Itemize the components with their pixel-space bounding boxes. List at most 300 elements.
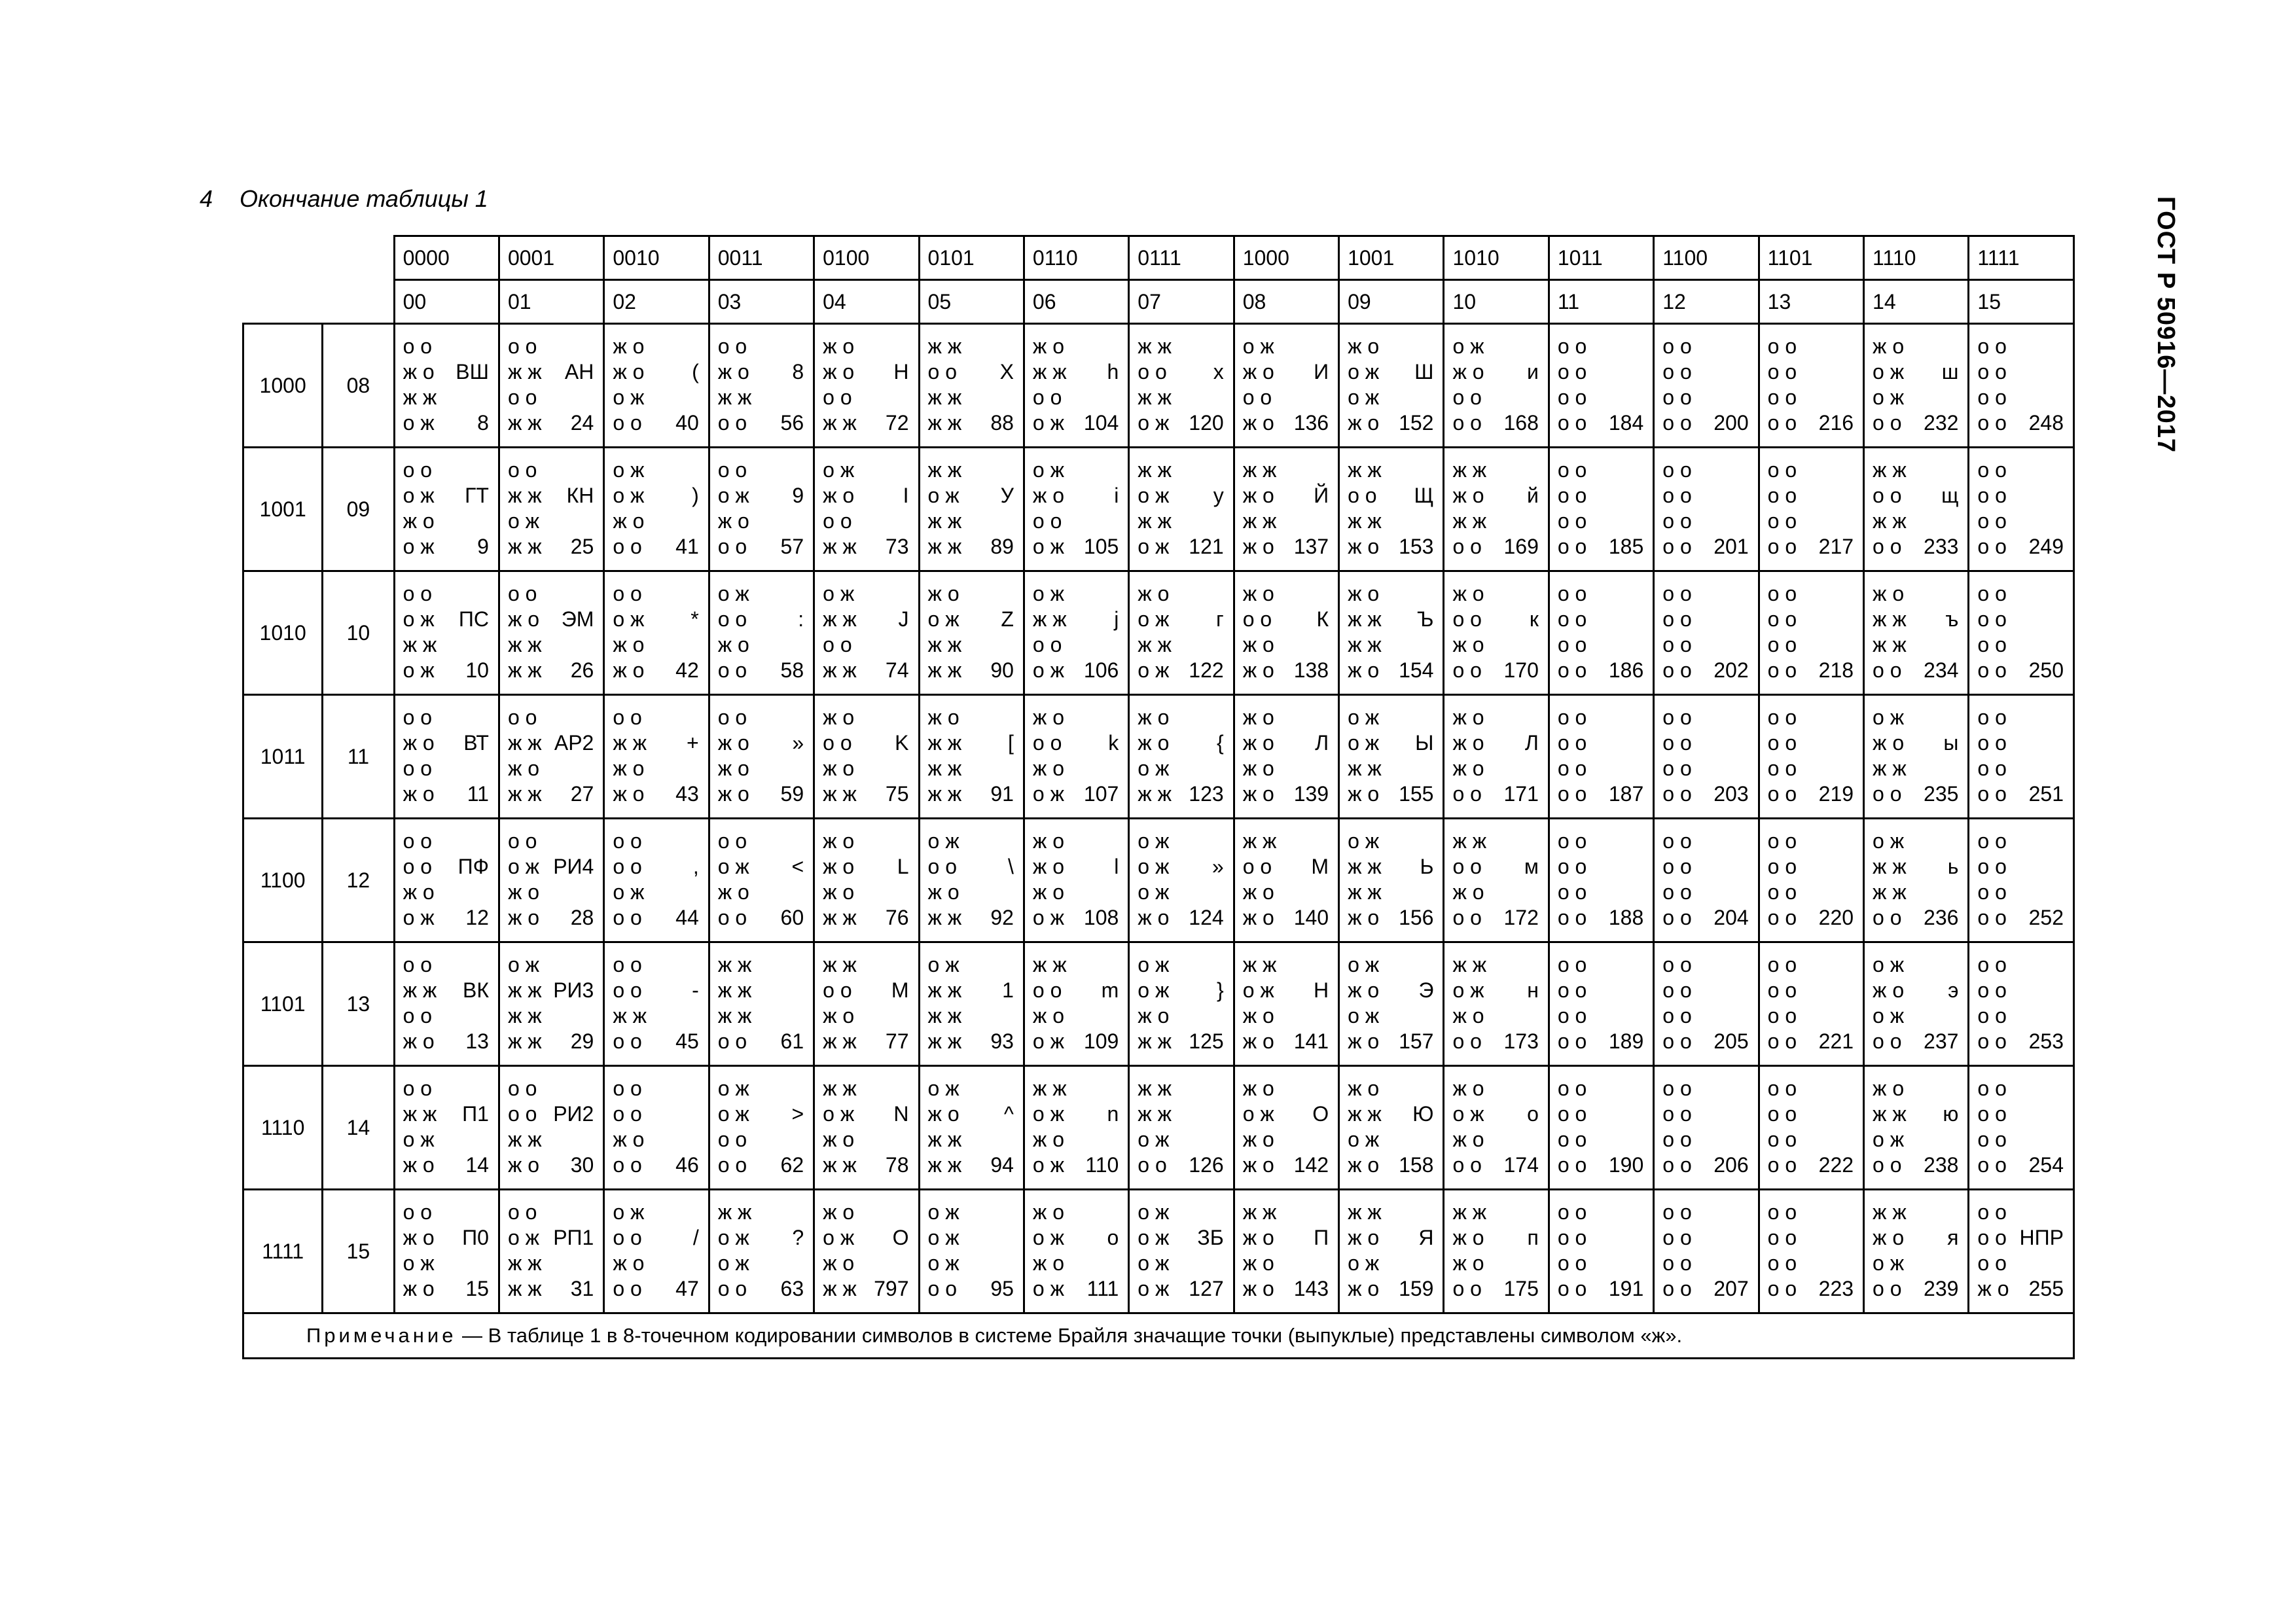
row-header-decimal: 08 — [323, 324, 394, 448]
code-cell — [1444, 695, 1549, 819]
code-cell — [394, 448, 499, 571]
character-symbol: ЭМ — [561, 607, 594, 631]
character-code: 219 — [1818, 782, 1854, 806]
code-cell — [1339, 324, 1444, 448]
character-code: 169 — [1503, 535, 1539, 558]
braille-dots: ж ж ж о ж о ж о — [1242, 1200, 1277, 1300]
character-code: 94 — [990, 1153, 1014, 1177]
braille-dots: о ж о о ж о о о — [717, 582, 749, 682]
code-cell — [1969, 324, 2074, 448]
braille-dots: ж о ж ж ж ж о о — [1873, 582, 1907, 682]
code-cell — [1444, 324, 1549, 448]
character-code: 186 — [1608, 658, 1644, 682]
character-code: 63 — [780, 1277, 804, 1300]
character-code: 93 — [990, 1029, 1014, 1053]
code-cell — [1864, 1190, 1969, 1313]
braille-dots: о о ж ж о о ж ж — [507, 334, 542, 435]
code-cell — [919, 571, 1024, 695]
page-number: 4 — [200, 185, 213, 212]
code-cell-content — [395, 448, 498, 570]
character-code: 110 — [1085, 1153, 1119, 1177]
braille-dots: о о о ж ж о ж о — [613, 582, 645, 682]
braille-dots: о о о о о о о о — [1557, 953, 1587, 1053]
code-cell-content — [1340, 819, 1443, 941]
column-header-decimal: 03 — [709, 280, 814, 324]
character-symbol: : — [798, 607, 804, 631]
column-header-binary: 1001 — [1339, 236, 1444, 280]
braille-dots: о ж о ж ж о о о — [613, 458, 645, 558]
character-code: 57 — [780, 535, 804, 558]
character-symbol: » — [1211, 855, 1224, 878]
code-cell-content — [1130, 1190, 1232, 1312]
braille-dots: ж о о о ж о ж ж — [823, 705, 857, 806]
braille-dots: о о ж о ж ж ж ж — [507, 582, 542, 682]
braille-dots: о о о о ж о о ж — [403, 829, 435, 929]
code-cell-content — [1340, 943, 1443, 1065]
code-cell-content — [1760, 325, 1863, 446]
character-symbol: - — [692, 978, 699, 1002]
column-header-binary: 0100 — [814, 236, 919, 280]
row-header-decimal: 11 — [323, 695, 394, 819]
braille-dots: о о ж о о о ж о — [403, 705, 435, 806]
braille-dots: о ж ж о о ж о о — [1873, 953, 1905, 1053]
character-code: 46 — [675, 1153, 699, 1177]
character-symbol: ВК — [462, 978, 489, 1002]
code-cell — [604, 1190, 709, 1313]
braille-dots: о о о о о о о о — [1767, 829, 1797, 929]
character-code: 203 — [1713, 782, 1749, 806]
braille-dots: ж ж ж о ж ж ж о — [1242, 458, 1277, 558]
braille-dots: о о о о о о о о — [1557, 829, 1587, 929]
code-cell — [1129, 1066, 1234, 1190]
character-code: 206 — [1713, 1153, 1749, 1177]
character-symbol: 9 — [792, 484, 804, 507]
character-symbol: K — [895, 731, 909, 755]
character-code: 220 — [1818, 906, 1854, 929]
code-cell-content — [1655, 1067, 1757, 1188]
braille-dots: о о о о о о о о — [1977, 458, 2007, 558]
code-cell-content — [815, 696, 918, 817]
row-header-binary: 1111 — [243, 1190, 323, 1313]
code-cell-content — [1025, 696, 1128, 817]
code-cell — [1234, 695, 1338, 819]
character-code: 141 — [1293, 1029, 1329, 1053]
character-symbol: ш — [1941, 360, 1959, 383]
character-symbol: ГТ — [465, 484, 489, 507]
character-symbol: k — [1108, 731, 1119, 755]
character-symbol: я — [1947, 1226, 1959, 1249]
character-symbol: п — [1527, 1226, 1539, 1249]
code-cell — [709, 571, 814, 695]
code-cell — [499, 695, 603, 819]
character-code: 109 — [1083, 1029, 1119, 1053]
code-cell — [1549, 942, 1653, 1066]
code-cell-content — [1550, 696, 1653, 817]
character-code: 90 — [990, 658, 1014, 682]
braille-dots: ж ж о о ж о о о — [1452, 829, 1487, 929]
character-symbol: { — [1217, 731, 1224, 755]
braille-dots: ж ж о о ж о о ж — [1032, 953, 1067, 1053]
code-cell — [1864, 448, 1969, 571]
braille-dots: ж о ж о ж о ж ж — [823, 829, 857, 929]
character-symbol: ? — [792, 1226, 804, 1249]
character-code: 124 — [1189, 906, 1224, 929]
code-cell — [1024, 324, 1128, 448]
code-cell — [1024, 571, 1128, 695]
code-cell-content — [1969, 572, 2073, 694]
code-cell-content — [395, 572, 498, 694]
header-row-binary — [243, 236, 2074, 280]
code-cell-content — [395, 1190, 498, 1312]
character-code: 156 — [1399, 906, 1434, 929]
code-cell — [499, 1190, 603, 1313]
code-cell — [709, 942, 814, 1066]
character-code: 153 — [1399, 535, 1434, 558]
braille-dots: о о о о о о о о — [1662, 829, 1692, 929]
code-cell-content — [815, 943, 918, 1065]
note-text: — В таблице 1 в 8-точечном кодировании символов в системе Брайля значащие точки (выпуклые) представлены символом «ж». — [456, 1324, 1683, 1347]
code-cell-content — [1760, 696, 1863, 817]
code-cell-content — [1760, 572, 1863, 694]
column-header-binary: 1110 — [1864, 236, 1969, 280]
braille-dots: ж ж о ж ж о ж о — [1242, 953, 1277, 1053]
code-cell-content — [920, 943, 1023, 1065]
character-symbol: Ю — [1412, 1102, 1434, 1126]
braille-dots: ж о ж о о о ж ж — [823, 334, 857, 435]
code-cell-content — [1655, 572, 1757, 694]
character-symbol: H — [893, 360, 909, 383]
code-cell — [1864, 942, 1969, 1066]
code-cell-content — [1760, 943, 1863, 1065]
row-header-decimal: 15 — [323, 1190, 394, 1313]
code-cell — [1969, 1190, 2074, 1313]
braille-dots: о о ж о ж ж о о — [717, 334, 752, 435]
character-code: 250 — [2028, 658, 2064, 682]
character-symbol: Я — [1418, 1226, 1434, 1249]
character-symbol: , — [692, 855, 699, 878]
column-header-decimal: 07 — [1129, 280, 1234, 324]
code-cell-content — [1130, 448, 1232, 570]
character-code: 44 — [675, 906, 699, 929]
code-cell — [1234, 942, 1338, 1066]
character-symbol: щ — [1941, 484, 1959, 507]
row-header-binary: 1011 — [243, 695, 323, 819]
column-header-binary: 1011 — [1549, 236, 1653, 280]
character-code: 105 — [1083, 535, 1119, 558]
braille-dots: о о о о о о о о — [1557, 458, 1587, 558]
braille-dots: ж о ж о ж о о о — [1452, 705, 1484, 806]
braille-dots: о ж о ж о ж ж о — [1138, 829, 1170, 929]
braille-dots: о ж ж ж о о о ж — [1032, 582, 1067, 682]
table-row — [243, 324, 2074, 448]
code-cell — [919, 448, 1024, 571]
code-cell-content — [815, 325, 918, 446]
character-code: 127 — [1189, 1277, 1224, 1300]
column-header-decimal: 00 — [394, 280, 499, 324]
braille-dots: о ж о о ж о ж ж — [927, 829, 962, 929]
code-cell-content — [815, 572, 918, 694]
code-cell — [814, 448, 919, 571]
braille-dots: о о о о о о о о — [1662, 458, 1692, 558]
character-code: 73 — [885, 535, 909, 558]
code-cell-content — [1444, 943, 1547, 1065]
code-cell-content — [1969, 1067, 2073, 1188]
character-symbol: ЗБ — [1197, 1226, 1224, 1249]
braille-dots: ж о о ж о ж ж о — [1348, 334, 1380, 435]
braille-code-table — [242, 235, 2075, 1359]
code-cell-content — [1340, 325, 1443, 446]
braille-dots: ж ж ж о ж ж о о — [1452, 458, 1487, 558]
code-cell-content — [500, 696, 603, 817]
code-cell — [1444, 1066, 1549, 1190]
column-header-decimal: 13 — [1759, 280, 1863, 324]
code-cell — [1234, 1066, 1338, 1190]
character-code: 31 — [570, 1277, 594, 1300]
character-code: 154 — [1399, 658, 1434, 682]
character-symbol: ^ — [1003, 1102, 1014, 1126]
code-cell — [604, 819, 709, 942]
braille-dots: о ж ж о ж ж ж ж — [927, 1077, 962, 1177]
code-cell — [1024, 695, 1128, 819]
column-header-decimal: 10 — [1444, 280, 1549, 324]
character-code: 252 — [2028, 906, 2064, 929]
character-code: 74 — [885, 658, 909, 682]
character-code: 111 — [1086, 1277, 1119, 1300]
character-symbol: * — [691, 607, 699, 631]
character-symbol: Ь — [1420, 855, 1434, 878]
braille-dots: ж ж о ж ж ж ж ж — [927, 458, 962, 558]
column-header-decimal: 04 — [814, 280, 919, 324]
code-cell-content — [605, 448, 708, 570]
character-symbol: J — [898, 607, 909, 631]
character-symbol: i — [1114, 484, 1119, 507]
character-symbol: 1 — [1002, 978, 1014, 1002]
code-cell — [499, 448, 603, 571]
character-code: 170 — [1503, 658, 1539, 682]
code-cell-content — [1865, 325, 1967, 446]
braille-dots: о о о о о о о о — [1977, 1077, 2007, 1177]
code-cell — [1024, 1066, 1128, 1190]
code-cell-content — [1865, 696, 1967, 817]
code-cell — [709, 1066, 814, 1190]
code-cell-content — [1865, 448, 1967, 570]
character-symbol: I — [903, 484, 909, 507]
code-cell — [919, 1190, 1024, 1313]
character-code: 47 — [675, 1277, 699, 1300]
braille-dots: о ж ж о о о ж ж — [823, 458, 857, 558]
character-code: 204 — [1713, 906, 1749, 929]
character-symbol: У — [1000, 484, 1014, 507]
row-header-decimal: 12 — [323, 819, 394, 942]
code-cell-content — [1025, 325, 1128, 446]
code-cell-content — [920, 572, 1023, 694]
column-header-binary: 0001 — [499, 236, 603, 280]
character-code: 108 — [1083, 906, 1119, 929]
code-cell-content — [920, 696, 1023, 817]
character-symbol: ) — [692, 484, 699, 507]
code-cell-content — [815, 448, 918, 570]
character-code: 72 — [885, 411, 909, 435]
code-cell — [709, 448, 814, 571]
character-code: 125 — [1189, 1029, 1224, 1053]
character-symbol: НПР — [2019, 1226, 2064, 1249]
code-cell-content — [1340, 572, 1443, 694]
character-symbol: » — [792, 731, 804, 755]
braille-dots: о о ж ж о о ж о — [403, 953, 437, 1053]
character-code: 216 — [1818, 411, 1854, 435]
braille-dots: о о о о о о о о — [1662, 953, 1692, 1053]
code-cell-content — [1969, 819, 2073, 941]
code-cell — [1129, 571, 1234, 695]
code-cell-content — [500, 1067, 603, 1188]
code-cell — [1444, 942, 1549, 1066]
character-symbol: о — [1527, 1102, 1539, 1126]
character-symbol: ПФ — [457, 855, 489, 878]
code-cell — [604, 695, 709, 819]
code-cell — [1759, 448, 1863, 571]
code-cell — [1339, 1190, 1444, 1313]
braille-dots: о о о о о о о о — [1977, 334, 2007, 435]
character-symbol: П1 — [462, 1102, 489, 1126]
braille-dots: о ж ж о о ж ж о — [1348, 953, 1380, 1053]
braille-dots: ж о ж ж о ж ж о — [1348, 1077, 1382, 1177]
character-symbol: x — [1213, 360, 1224, 383]
character-code: 797 — [874, 1277, 909, 1300]
braille-dots: о ж ж ж ж ж о о — [1873, 829, 1907, 929]
character-code: 171 — [1503, 782, 1539, 806]
code-cell — [394, 1190, 499, 1313]
code-cell-content — [500, 819, 603, 941]
character-code: 59 — [780, 782, 804, 806]
code-cell-content — [1130, 572, 1232, 694]
character-code: 253 — [2028, 1029, 2064, 1053]
code-cell — [814, 1190, 919, 1313]
code-cell-content — [710, 1190, 813, 1312]
braille-dots: о о о о о о о о — [1662, 705, 1692, 806]
braille-dots: о о о о о о о о — [1662, 1077, 1692, 1177]
character-code: 175 — [1503, 1277, 1539, 1300]
character-symbol: РИ2 — [553, 1102, 594, 1126]
braille-dots: ж о ж ж ж ж ж ж — [927, 705, 962, 806]
table-caption: Окончание таблицы 1 — [240, 185, 488, 212]
braille-dots: о о о о о о о о — [1557, 705, 1587, 806]
code-cell — [1969, 448, 2074, 571]
braille-dots: о о ж о ж о ж о — [717, 705, 749, 806]
code-cell-content — [815, 1190, 918, 1312]
code-cell-content — [1025, 1067, 1128, 1188]
code-cell-content — [1655, 819, 1757, 941]
braille-dots: о о о ж ж ж ж ж — [507, 1200, 542, 1300]
character-code: 155 — [1399, 782, 1434, 806]
code-cell-content — [920, 1190, 1023, 1312]
code-cell-content — [1444, 819, 1547, 941]
code-cell — [814, 571, 919, 695]
code-cell — [1759, 695, 1863, 819]
character-code: 222 — [1818, 1153, 1854, 1177]
code-cell-content — [500, 943, 603, 1065]
braille-dots: ж ж ж о о ж ж о — [1348, 1200, 1382, 1300]
code-cell — [499, 324, 603, 448]
code-cell — [1759, 942, 1863, 1066]
character-symbol: й — [1526, 484, 1539, 507]
code-cell — [1444, 448, 1549, 571]
code-cell-content — [1130, 1067, 1232, 1188]
character-symbol: О — [1312, 1102, 1329, 1126]
character-symbol: Н — [1313, 978, 1329, 1002]
code-cell — [1549, 695, 1653, 819]
code-cell — [919, 695, 1024, 819]
code-cell — [1444, 819, 1549, 942]
table-row — [243, 695, 2074, 819]
braille-dots: о о о о о о о о — [1977, 953, 2007, 1053]
braille-dots: ж о о ж ж ж о ж — [1138, 582, 1172, 682]
braille-dots: о ж о ж ж ж ж о — [1348, 705, 1382, 806]
code-cell-content — [1865, 1067, 1967, 1188]
character-code: 137 — [1293, 535, 1329, 558]
code-cell — [919, 819, 1024, 942]
code-cell-content — [1340, 1190, 1443, 1312]
code-cell — [604, 571, 709, 695]
braille-dots: о о ж ж о ж ж о — [403, 1077, 437, 1177]
code-cell-content — [1235, 448, 1338, 570]
code-cell — [1024, 448, 1128, 571]
character-code: 76 — [885, 906, 909, 929]
code-cell-content — [710, 943, 813, 1065]
code-cell-content — [1550, 1190, 1653, 1312]
code-cell-content — [605, 696, 708, 817]
code-cell-content — [920, 448, 1023, 570]
code-cell-content — [1235, 1190, 1338, 1312]
character-symbol: } — [1217, 978, 1224, 1002]
character-code: 9 — [477, 535, 489, 558]
braille-dots: ж ж о ж о ж о о — [717, 1200, 752, 1300]
code-cell — [604, 448, 709, 571]
code-cell-content — [395, 819, 498, 941]
code-cell-content — [1969, 325, 2073, 446]
character-symbol: + — [687, 731, 699, 755]
character-code: 42 — [675, 658, 699, 682]
code-cell-content — [1550, 448, 1653, 570]
code-cell — [1339, 695, 1444, 819]
character-symbol: l — [1114, 855, 1119, 878]
character-code: 200 — [1713, 411, 1749, 435]
code-cell-content — [1550, 572, 1653, 694]
character-code: 136 — [1293, 411, 1329, 435]
code-cell — [1024, 819, 1128, 942]
character-code: 26 — [570, 658, 594, 682]
character-code: 58 — [780, 658, 804, 682]
braille-dots: ж ж о ж ж о ж ж — [823, 1077, 857, 1177]
braille-dots: ж о ж о ж о ж о — [1242, 705, 1274, 806]
braille-dots: о о ж ж ж о ж о — [613, 705, 647, 806]
code-cell — [1339, 571, 1444, 695]
column-header-decimal: 09 — [1339, 280, 1444, 324]
code-cell-content — [1760, 819, 1863, 941]
braille-dots: о о ж ж о ж ж ж — [507, 458, 542, 558]
character-code: 24 — [570, 411, 594, 435]
braille-dots: ж о о о ж о о ж — [1032, 705, 1064, 806]
column-header-decimal: 11 — [1549, 280, 1653, 324]
code-cell-content — [1550, 325, 1653, 446]
code-cell-content — [500, 1190, 603, 1312]
row-header-binary: 1100 — [243, 819, 323, 942]
character-symbol: M — [891, 978, 909, 1002]
braille-dots: ж ж о ж ж ж о ж — [1138, 458, 1172, 558]
braille-dots: о о о о ж ж о о — [613, 953, 647, 1053]
character-symbol: X — [999, 360, 1014, 383]
character-code: 78 — [885, 1153, 909, 1177]
column-header-binary: 1101 — [1759, 236, 1863, 280]
